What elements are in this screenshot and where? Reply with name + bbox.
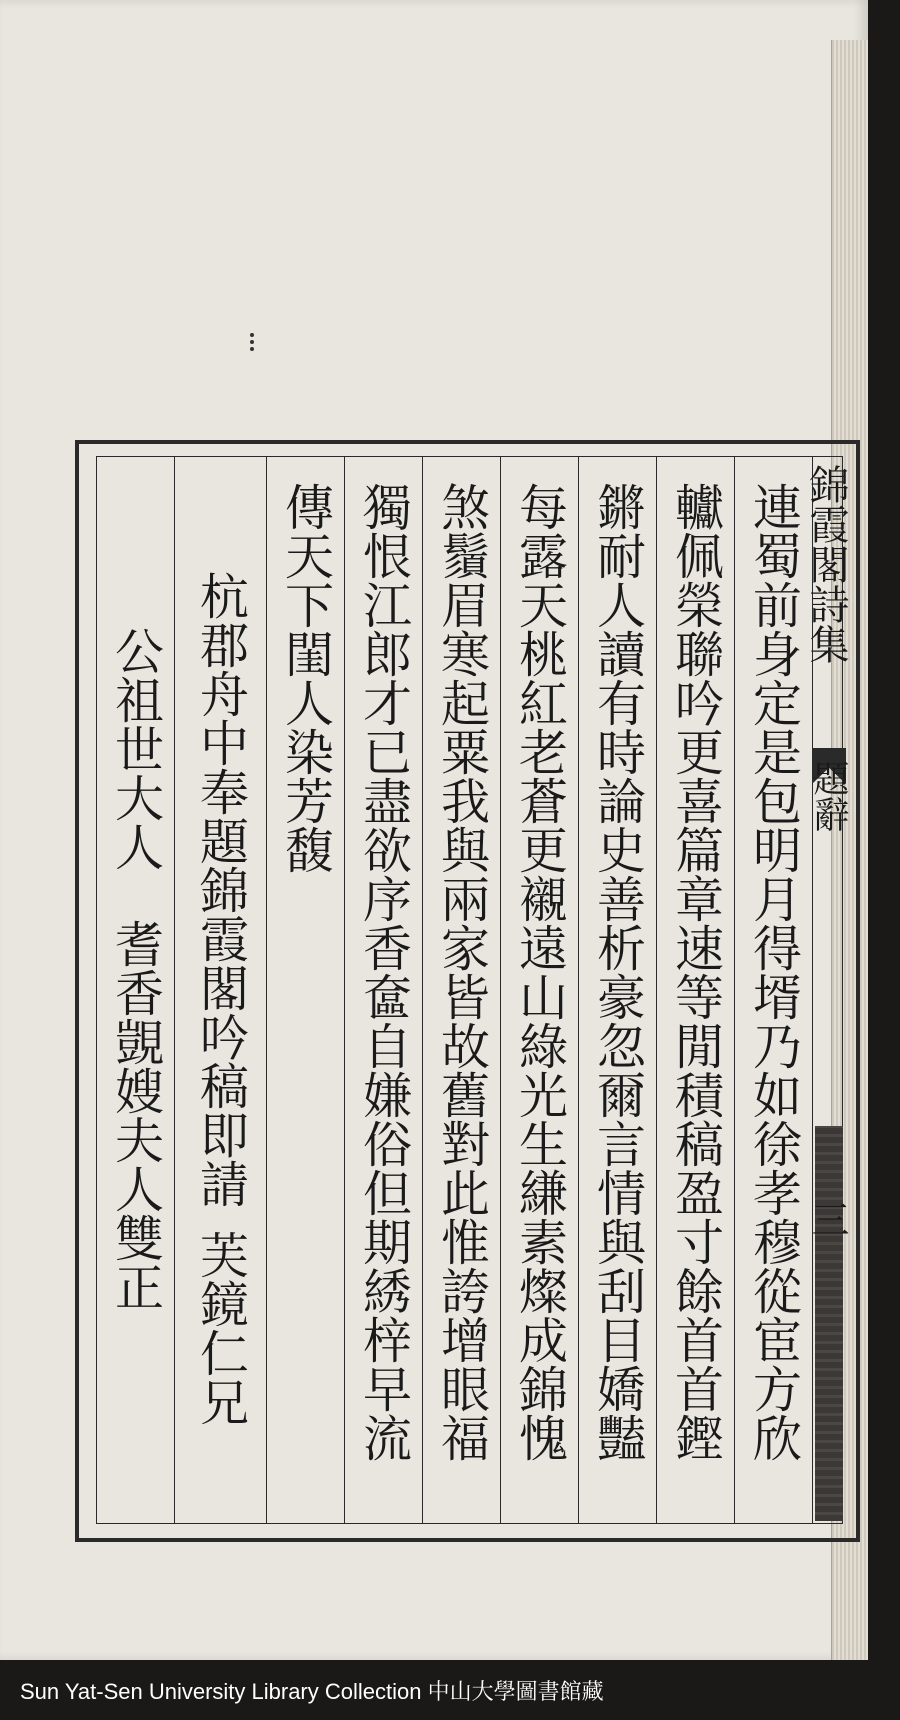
column-text: 公祖世大人 (107, 626, 165, 871)
margin-section: 題辭 (808, 760, 849, 832)
text-column (423, 456, 501, 1524)
text-column (345, 456, 423, 1524)
margin-title: 錦霞閣詩集 (803, 464, 849, 664)
collection-credit: Sun Yat-Sen University Library Collection 中山大學圖書館藏 (20, 1679, 604, 1704)
column-text-bottom: 芙鏡仁兄 (192, 1230, 250, 1426)
text-column (657, 456, 735, 1524)
text-column (579, 456, 657, 1524)
column-text: 連蜀前身定是包明月得壻乃如徐孝穆從宦方欣 (745, 482, 803, 1462)
text-column (735, 456, 813, 1524)
column-text: 每露天桃紅老蒼更襯遠山綠光生縑素燦成錦愧 (511, 482, 569, 1462)
text-column (501, 456, 579, 1524)
column-text: 杭郡舟中奉題錦霞閣吟稿即請 (192, 571, 250, 1208)
column-text: 鏘耐人讀有時論史善析豪忽爾言情與刮目嬌豔 (589, 482, 647, 1462)
text-column (176, 456, 266, 1524)
column-text: 傳天下閨人染芳馥 (277, 482, 335, 874)
column-text: 獨恨江郎才已盡欲序香奩自嫌俗但期綉梓早流 (355, 482, 413, 1462)
column-text: 煞鬚眉寒起粟我與兩家皆故舊對此惟誇增眼福 (433, 482, 491, 1462)
margin-page-number: 三 (805, 1200, 849, 1238)
ink-spots (250, 330, 256, 352)
column-text: 䡾佩榮聯吟更喜篇章速等閒積稿盈寸餘首首鏗 (667, 482, 725, 1462)
fold-shadow (815, 1126, 843, 1521)
column-text-bottom: 耆香覬嫂夫人雙正 (107, 919, 165, 1311)
text-column (267, 456, 345, 1524)
text-column (97, 456, 175, 1524)
